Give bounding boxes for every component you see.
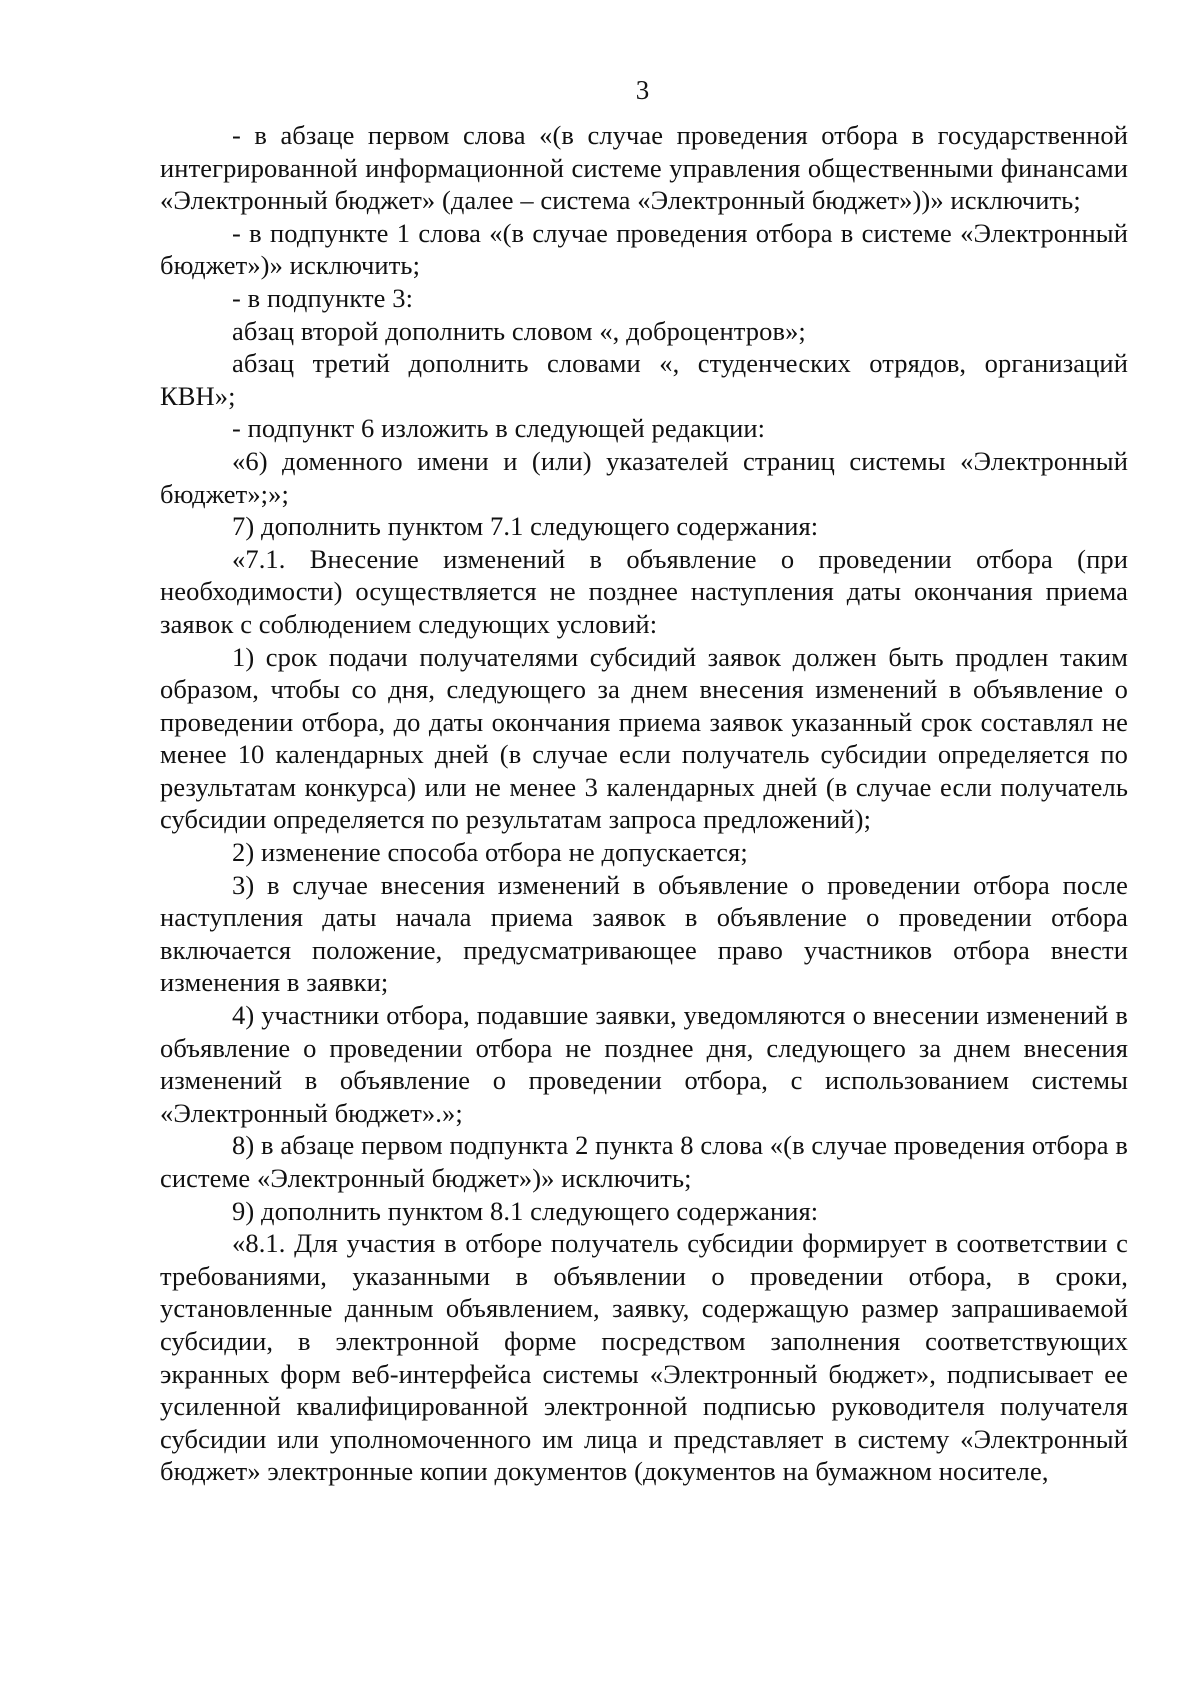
paragraph-domain-name: «6) доменного имени и (или) указателей страниц системы «Электронный бюджет»;»; (160, 445, 1128, 509)
paragraph-condition-3: 3) в случае внесения изменений в объявление о проведении отбора после наступления даты начала приема заявок в объявление о проведении отбора включается положение, предусматривающее право участников отбора внести изменения в заявки; (160, 869, 1128, 998)
paragraph-item-9: 9) дополнить пунктом 8.1 следующего содержания: (232, 1195, 819, 1226)
paragraph-condition-4: 4) участники отбора, подавшие заявки, уведомляются о внесении изменений в объявление о проведении отбора не позднее дня, следующего за днем внесения изменений в объявление о проведении отбора, с использованием системы «Электронный бюджет».»; (160, 1000, 1128, 1128)
document-body (160, 119, 1128, 1488)
paragraph-podpunkt-6: - подпункт 6 изложить в следующей редакции: (232, 413, 766, 444)
paragraph-8-1: «8.1. Для участия в отборе получатель субсидии формирует в соответствии с требованиями, указанными в объявлении о проведении отбора, в сроки, установленные данным объявлением, заявку, содержащую размер запрашиваемой субсидии, в электронной форме посредством заполнения соответствующих экранных форм веб-интерфейса системы «Электронный бюджет», подписывает ее усиленной квалифицированной электронной подписью руководителя получателя субсидии или уполномоченного им лица и представляет в систему «Электронный бюджет» электронные копии документов (документов на бумажном носителе, (160, 1228, 1128, 1487)
paragraph-podpunkt-1: - в подпункте 1 слова «(в случае проведения отбора в системе «Электронный бюджет»)» исключить; (160, 217, 1128, 281)
paragraph-abzac-vtoroi: абзац второй дополнить словом «, доброцентров»; (232, 315, 806, 346)
paragraph-item-7: 7) дополнить пунктом 7.1 следующего содержания: (232, 511, 819, 542)
paragraph-abzac-tretii: абзац третий дополнить словами «, студенческих отрядов, организаций КВН»; (160, 348, 1128, 411)
paragraph-7-1: «7.1. Внесение изменений в объявление о проведении отбора (при необходимости) осуществляется не позднее наступления даты окончания приема заявок с соблюдением следующих условий: (160, 543, 1128, 639)
paragraph-podpunkt-3: - в подпункте 3: (232, 282, 414, 313)
paragraph-abzac-pervyi: - в абзаце первом слова «(в случае проведения отбора в государственной интегрированной информационной системе управления общественными финансами «Электронный бюджет» (далее – система «Электронный бюджет»))» исключить; (160, 120, 1128, 216)
paragraph-item-8: 8) в абзаце первом подпункта 2 пункта 8 слова «(в случае проведения отбора в системе «Электронный бюджет»)» исключить; (160, 1130, 1128, 1193)
page-number: 3 (635, 75, 650, 105)
paragraph-condition-1: 1) срок подачи получателями субсидий заявок должен быть продлен таким образом, чтобы со дня, следующего за днем внесения изменений в объявление о проведении отбора, до даты окончания приема заявок указанный срок составлял не менее 10 календарных дней (в случае если получатель субсидии определяется по результатам конкурса) или не менее 3 календарных дней (в случае если получатель субсидии определяется по результатам запроса предложений); (160, 641, 1128, 835)
paragraph-condition-2: 2) изменение способа отбора не допускается; (232, 837, 748, 868)
